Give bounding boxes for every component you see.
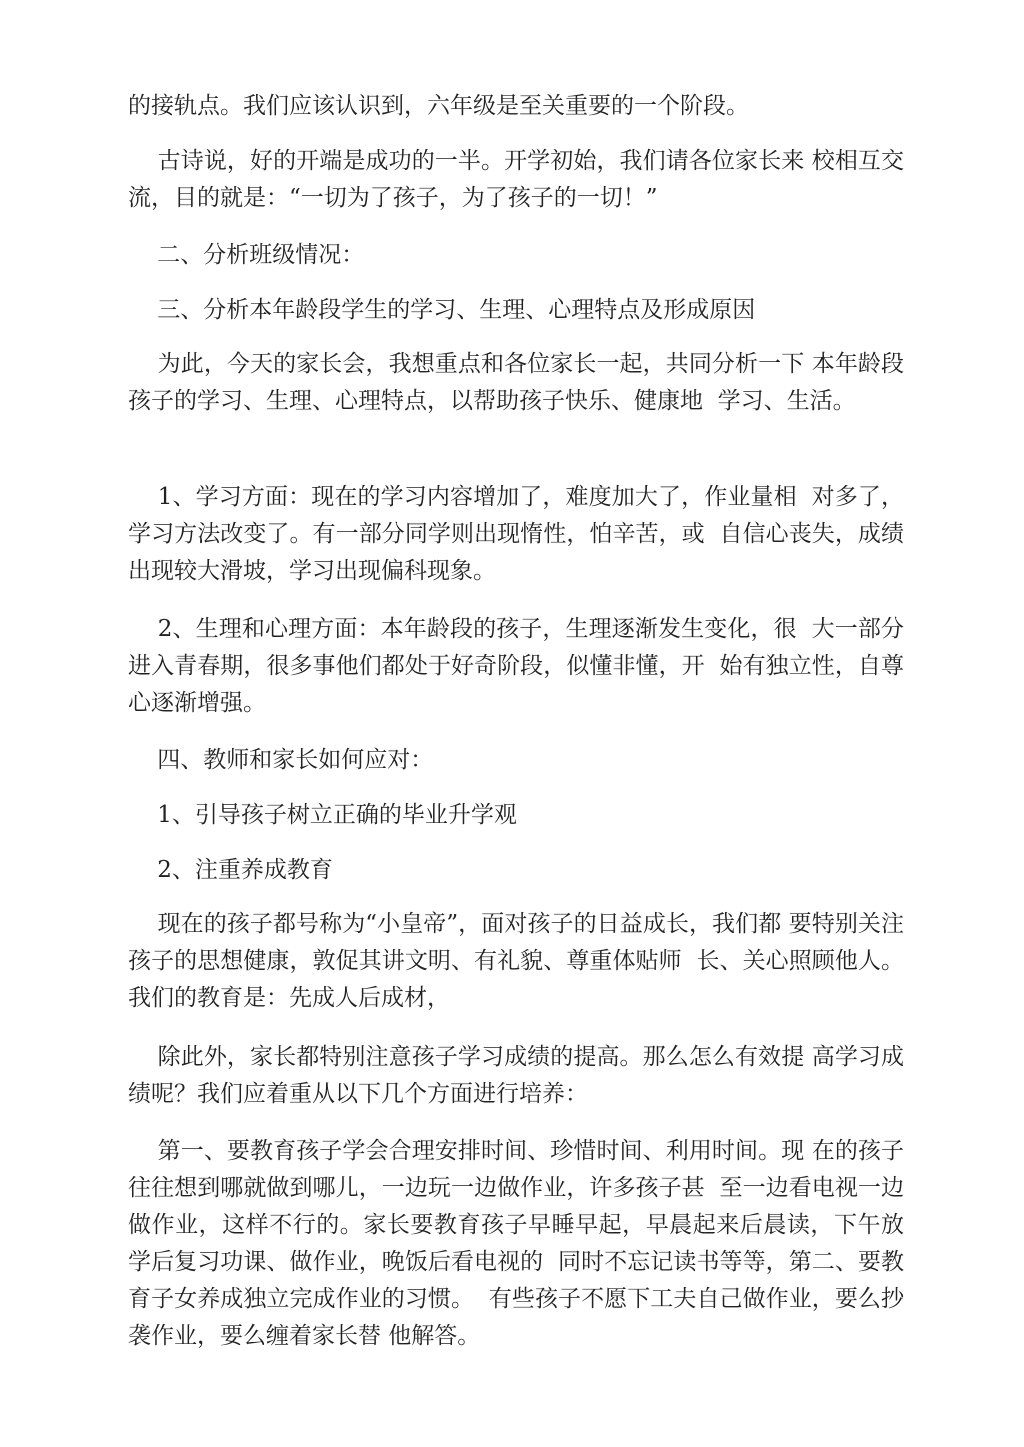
paragraph-5: 除此外，家长都特别注意孩子学习成绩的提高。那么怎么有效提 高学习成绩呢？我们应着重从以下几个方面进行培养： [128,1044,905,1107]
heading-response: 四、教师和家长如何应对： [128,747,434,773]
list-item-habit-education: 2、注重养成教育 [128,857,333,883]
paragraph-1: 的接轨点。我们应该认识到，六年级是至关重要的一个阶段。 [128,93,749,119]
list-item-guidance: 1、引导孩子树立正确的毕业升学观 [128,802,517,828]
paragraph-6: 第一、要教育孩子学会合理安排时间、珍惜时间、利用时间。现 在的孩子往往想到哪就做到哪儿，一边玩一边做作业，许多孩子甚 至一边看电视一边做作业，这样不行的。家长要教育孩子早睡早起，早晨起来后晨读，下午放学后复习功课、做作业，晚饭后看电视的 同时不忘记读书等等，第二、要教育子女养成独立完成作业的习惯。 有些孩子不愿下工夫自己做作业，要么抄袭作业，要么缠着家长替 他解答。 [128,1138,905,1349]
paragraph-study-aspect: 1、学习方面：现在的学习内容增加了，难度加大了，作业量相 对多了，学习方法改变了。有一部分同学则出现惰性，怕辛苦，或 自信心丧失，成绩出现较大滑坡，学习出现偏科现象。 [128,484,904,584]
heading-class-situation: 二、分析班级情况： [128,242,365,268]
paragraph-physiology-aspect: 2、生理和心理方面：本年龄段的孩子，生理逐渐发生变化，很 大一部分进入青春期，很多事他们都处于好奇阶段，似懂非懂，开 始有独立性，自尊心逐渐增强。 [128,616,904,716]
paragraph-4: 现在的孩子都号称为“小皇帝”，面对孩子的日益成长，我们都 要特别关注孩子的思想健康，敦促其讲文明、有礼貌、尊重体贴师 长、关心照顾他人。我们的教育是：先成人后成材， [128,911,904,1011]
paragraph-2: 古诗说，好的开端是成功的一半。开学初始，我们请各位家长来 校相互交流，目的就是：“一切为了孩子，为了孩子的一切！” [128,148,905,211]
heading-age-characteristics: 三、分析本年龄段学生的学习、生理、心理特点及形成原因 [128,297,756,323]
paragraph-3: 为此，今天的家长会，我想重点和各位家长一起，共同分析一下 本年龄段孩子的学习、生理、心理特点，以帮助孩子快乐、健康地 学习、生活。 [128,351,905,414]
